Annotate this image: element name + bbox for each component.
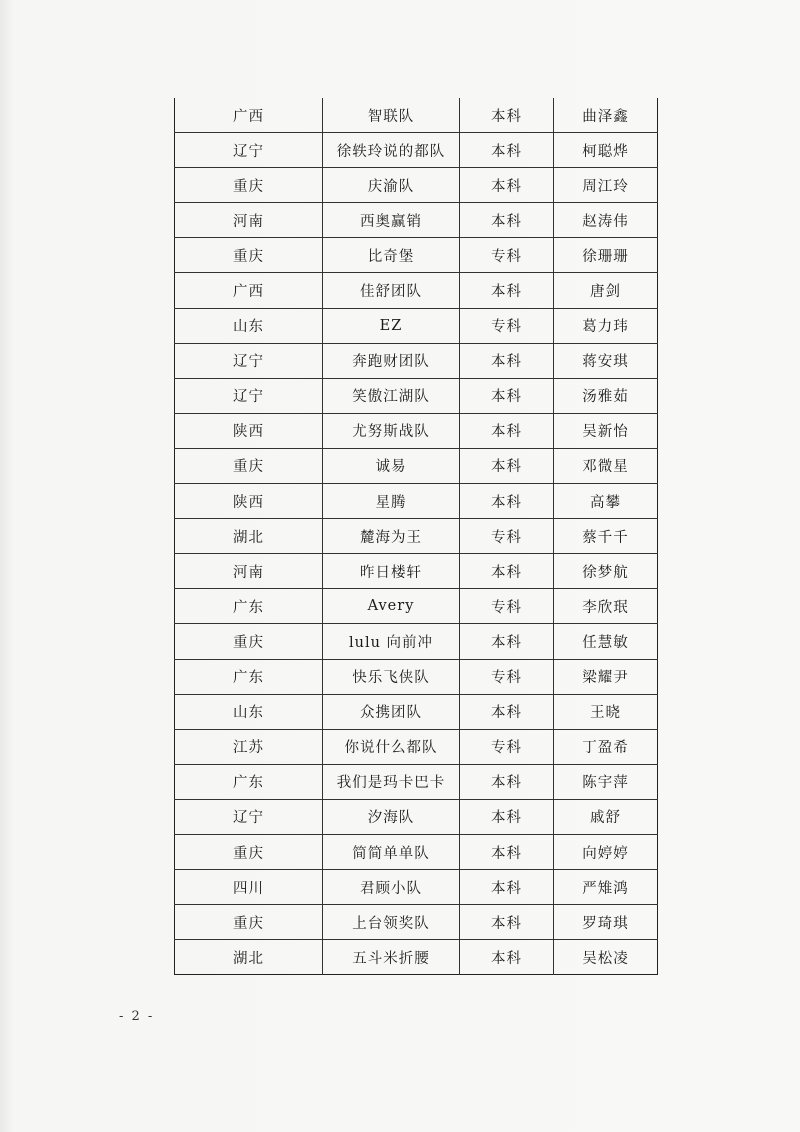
leader-name-cell: 严雉鸿 — [554, 870, 658, 905]
level-cell: 本科 — [460, 484, 554, 519]
level-cell: 本科 — [460, 273, 554, 308]
level-cell: 本科 — [460, 940, 554, 975]
level-cell: 本科 — [460, 554, 554, 589]
leader-name-cell: 邓微星 — [554, 448, 658, 483]
leader-name-cell: 柯聪烨 — [554, 133, 658, 168]
table-row — [175, 378, 658, 413]
province-cell: 广东 — [175, 764, 323, 799]
leader-name-cell: 陈宇萍 — [554, 764, 658, 799]
team-name-cell: 五斗米折腰 — [323, 940, 460, 975]
level-cell: 本科 — [460, 203, 554, 238]
province-cell: 广东 — [175, 659, 323, 694]
level-cell: 本科 — [460, 870, 554, 905]
page-number: - 2 - — [119, 1009, 155, 1024]
province-cell: 辽宁 — [175, 378, 323, 413]
province-cell: 辽宁 — [175, 343, 323, 378]
level-cell: 本科 — [460, 378, 554, 413]
level-cell: 专科 — [460, 308, 554, 343]
province-cell: 湖北 — [175, 940, 323, 975]
table-row — [175, 834, 658, 869]
province-cell: 重庆 — [175, 238, 323, 273]
team-name-cell: 智联队 — [323, 98, 460, 133]
team-name-cell: 尤努斯战队 — [323, 413, 460, 448]
leader-name-cell: 唐剑 — [554, 273, 658, 308]
team-name-cell: 昨日楼轩 — [323, 554, 460, 589]
level-cell: 本科 — [460, 98, 554, 133]
team-name-cell: 汐海队 — [323, 799, 460, 834]
table-row — [175, 98, 658, 133]
table-row — [175, 554, 658, 589]
leader-name-cell: 李欣珉 — [554, 589, 658, 624]
team-name-cell: 简简单单队 — [323, 834, 460, 869]
team-name-cell: 星腾 — [323, 484, 460, 519]
level-cell: 专科 — [460, 659, 554, 694]
team-name-cell: 笑傲江湖队 — [323, 378, 460, 413]
leader-name-cell: 蔡千千 — [554, 519, 658, 554]
table-row — [175, 448, 658, 483]
team-name-cell: EZ — [323, 308, 460, 343]
table-row — [175, 308, 658, 343]
level-cell: 本科 — [460, 764, 554, 799]
table-row — [175, 799, 658, 834]
level-cell: 本科 — [460, 413, 554, 448]
province-cell: 陕西 — [175, 413, 323, 448]
level-cell: 本科 — [460, 905, 554, 940]
province-cell: 山东 — [175, 694, 323, 729]
leader-name-cell: 徐梦航 — [554, 554, 658, 589]
results-table — [174, 98, 658, 975]
table-row — [175, 413, 658, 448]
team-name-cell: 上台领奖队 — [323, 905, 460, 940]
team-name-cell: 麓海为王 — [323, 519, 460, 554]
results-table-body — [175, 98, 658, 975]
results-table-container — [174, 98, 657, 975]
province-cell: 广西 — [233, 108, 264, 125]
level-cell: 本科 — [460, 133, 554, 168]
table-row — [175, 764, 658, 799]
level-cell: 专科 — [460, 238, 554, 273]
leader-name-cell: 葛力玮 — [554, 308, 658, 343]
province-cell: 四川 — [175, 870, 323, 905]
level-cell: 本科 — [460, 624, 554, 659]
level-cell: 专科 — [460, 589, 554, 624]
province-cell: 重庆 — [175, 624, 323, 659]
level-cell: 专科 — [460, 729, 554, 764]
leader-name-cell: 王晓 — [554, 694, 658, 729]
province-cell: 辽宁 — [175, 799, 323, 834]
table-row — [175, 589, 658, 624]
leader-name-cell: 吴新怡 — [554, 413, 658, 448]
leader-name-cell: 高攀 — [554, 484, 658, 519]
table-row — [175, 659, 658, 694]
team-name-cell: 奔跑财团队 — [323, 343, 460, 378]
team-name-cell: 徐轶玲说的都队 — [323, 133, 460, 168]
table-row — [175, 905, 658, 940]
table-row — [175, 203, 658, 238]
level-cell: 专科 — [460, 519, 554, 554]
province-cell: 重庆 — [175, 168, 323, 203]
level-cell: 本科 — [460, 343, 554, 378]
leader-name-cell: 梁耀尹 — [554, 659, 658, 694]
table-row — [175, 343, 658, 378]
leader-name-cell: 蒋安琪 — [554, 343, 658, 378]
level-cell: 本科 — [460, 799, 554, 834]
table-row — [175, 484, 658, 519]
level-cell: 本科 — [460, 448, 554, 483]
table-row — [175, 870, 658, 905]
table-row — [175, 238, 658, 273]
team-name-cell: 庆渝队 — [323, 168, 460, 203]
leader-name-cell: 徐珊珊 — [554, 238, 658, 273]
province-cell: 广东 — [175, 589, 323, 624]
province-cell: 湖北 — [175, 519, 323, 554]
leader-name-cell: 周江玲 — [554, 168, 658, 203]
province-cell: 山东 — [175, 308, 323, 343]
team-name-cell: 众携团队 — [323, 694, 460, 729]
province-cell: 辽宁 — [175, 133, 323, 168]
team-name-cell: Avery — [323, 589, 460, 624]
province-cell: 重庆 — [175, 448, 323, 483]
team-name-cell: 我们是玛卡巴卡 — [323, 764, 460, 799]
table-row — [175, 133, 658, 168]
leader-name-cell: 任慧敏 — [554, 624, 658, 659]
table-row — [175, 519, 658, 554]
table-row — [175, 624, 658, 659]
province-cell: 河南 — [175, 203, 323, 238]
level-cell: 本科 — [460, 834, 554, 869]
province-cell: 陕西 — [175, 484, 323, 519]
leader-name-cell: 罗琦琪 — [554, 905, 658, 940]
leader-name-cell: 戚舒 — [554, 799, 658, 834]
team-name-cell: 比奇堡 — [323, 238, 460, 273]
province-cell: 江苏 — [175, 729, 323, 764]
leader-name-cell: 赵涛伟 — [554, 203, 658, 238]
table-row — [175, 694, 658, 729]
province-cell: 重庆 — [175, 834, 323, 869]
province-cell: 河南 — [175, 554, 323, 589]
table-row — [175, 273, 658, 308]
table-row — [175, 729, 658, 764]
team-name-cell: 佳舒团队 — [323, 273, 460, 308]
province-cell: 重庆 — [175, 905, 323, 940]
leader-name-cell: 曲泽鑫 — [554, 98, 658, 133]
level-cell: 本科 — [460, 694, 554, 729]
leader-name-cell: 向婷婷 — [554, 834, 658, 869]
team-name-cell: 诚易 — [323, 448, 460, 483]
team-name-cell: 快乐飞侠队 — [323, 659, 460, 694]
team-name-cell: 西奥赢销 — [323, 203, 460, 238]
leader-name-cell: 汤雅茹 — [554, 378, 658, 413]
team-name-cell: 你说什么都队 — [323, 729, 460, 764]
team-name-cell: 君顾小队 — [323, 870, 460, 905]
table-row — [175, 940, 658, 975]
leader-name-cell: 吴松凌 — [554, 940, 658, 975]
table-row — [175, 168, 658, 203]
level-cell: 本科 — [460, 168, 554, 203]
province-cell: 广西 — [175, 273, 323, 308]
leader-name-cell: 丁盈希 — [554, 729, 658, 764]
team-name-cell: lulu 向前冲 — [323, 624, 460, 659]
